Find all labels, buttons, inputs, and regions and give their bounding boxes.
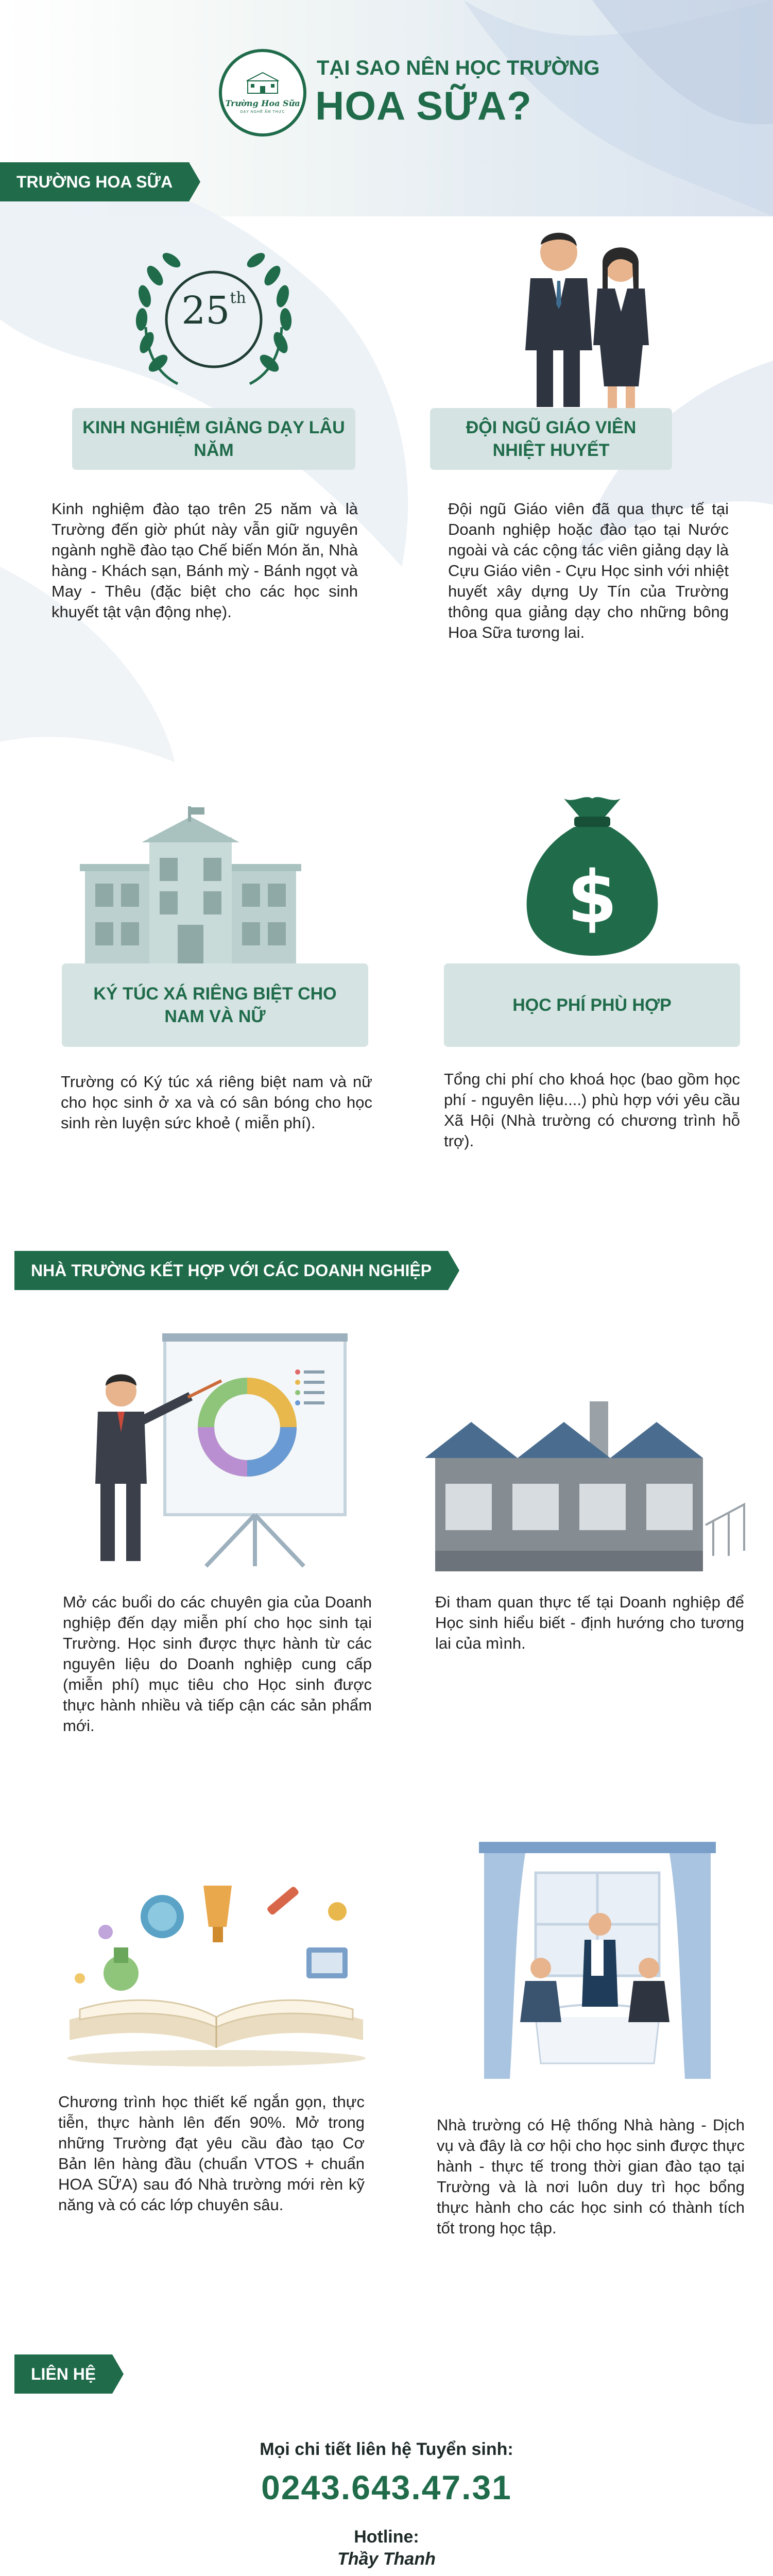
page-title-line1: TẠI SAO NÊN HỌC TRƯỜNG	[317, 57, 600, 79]
badge-suffix: th	[230, 289, 246, 307]
feature-text-dormitory: Trường có Ký túc xá riêng biệt nam và nữ cho học sinh ở xa và có sân bóng cho học sinh rèn luyện sức khoẻ ( miễn phí).	[61, 1073, 372, 1132]
feature-title-experience: KINH NGHIỆM GIẢNG DẠY LÂU NĂM	[72, 408, 355, 470]
factory-illustration-icon	[425, 1401, 754, 1571]
feature-text-tuition: Tổng chi phí cho khoá học (bao gồm học phí - nguyên liệu....) phù hợp với yêu cầu Xã Hội (Nhà trường có chương trình hỗ trợ).	[444, 1070, 740, 1150]
feature-title-teachers: ĐỘI NGŨ GIÁO VIÊN NHIỆT HUYẾT	[430, 408, 672, 470]
partner-text-experts: Mở các buổi do các chuyên gia của Doanh nghiệp đến dạy miễn phí cho học sinh tại Trường. Học sinh được thực hành từ các nguyên liệu do Doanh nghiệp cung cấp (miễn phí) mục tiêu cho Học sinh được thực hành nhiều và tiếp cận các sản phẩm mới.	[63, 1593, 372, 1735]
section-tag-lien-he: LIÊN HỆ	[14, 2354, 112, 2394]
partner-text-curriculum: Chương trình học thiết kế ngắn gọn, thực tiễn, thực hành lên đến 90%. Mở trong những Trường đạt yêu cầu đào tạo Cơ Bản lên hàng đầu (chuẩn VTOS + chuẩn HOA SỮA) sau đó Nhà trường mới rèn kỹ năng và có các lớp chuyên sâu.	[58, 2093, 365, 2214]
feature-title-dormitory: KÝ TÚC XÁ RIÊNG BIỆT CHO NAM VÀ NỮ	[62, 963, 368, 1047]
restaurant-illustration-icon	[479, 1842, 716, 2079]
teachers-illustration-icon	[510, 216, 664, 412]
partner-text-field-trip: Đi tham quan thực tế tại Doanh nghiệp để Học sinh hiểu biết - định hướng cho tương lai của mình.	[435, 1593, 744, 1652]
presentation-illustration-icon	[77, 1329, 355, 1571]
section-tag-doanh-nghiep: NHÀ TRƯỜNG KẾT HỢP VỚI CÁC DOANH NGHIỆP	[14, 1251, 448, 1290]
section-tag-truong-hoa-sua: TRƯỜNG HOA SỮA	[0, 162, 189, 201]
school-building-icon	[245, 72, 281, 95]
logo-subtitle: DẠY NGHỀ ẨM THỰC	[240, 110, 285, 114]
partner-text-restaurant: Nhà trường có Hệ thống Nhà hàng - Dịch vụ và đây là cơ hội cho học sinh được thực hành - thực tế trong thời gian đào tạo tại Trường và là nơi luôn duy trì học bổng thực hành cho các học sinh có thành tích tốt trong học tập.	[437, 2116, 745, 2237]
logo-name: Trường Hoa Sữa	[225, 98, 300, 108]
page-title-line2: HOA SỮA?	[315, 83, 532, 128]
contact-person-1: Thầy Thanh	[337, 2549, 436, 2569]
feature-title-tuition: HỌC PHÍ PHÙ HỢP	[444, 963, 740, 1047]
money-bag-icon	[523, 788, 662, 958]
hotline-label: Hotline:	[354, 2527, 419, 2547]
contact-phone-main[interactable]: 0243.643.47.31	[261, 2468, 512, 2506]
book-education-illustration-icon	[49, 1855, 384, 2071]
feature-text-teachers: Đội ngũ Giáo viên đã qua thực tế tại Doanh nghiệp hoặc đào tạo tại Nước ngoài và các cộng tác viên giảng dạy là Cựu Giáo viên - Cựu Học sinh với nhiệt huyết xây dựng Uy Tín của Trường thông qua giảng dạy cho những bông Hoa Sữa tương lai.	[448, 500, 729, 641]
contact-lead: Mọi chi tiết liên hệ Tuyển sinh:	[260, 2439, 513, 2459]
svg-text:$: $	[567, 856, 617, 940]
school-logo	[219, 49, 306, 137]
badge-number: 25	[181, 289, 230, 333]
anniversary-badge	[178, 289, 250, 333]
dormitory-building-icon	[80, 806, 301, 966]
feature-text-experience: Kinh nghiệm đào tạo trên 25 năm và là Trường đến giờ phút này vẫn giữ nguyên ngành nghề đào tạo Chế biến Món ăn, Nhà hàng - Khách sạn, Bánh mỳ - Bánh ngọt và May - Thêu (đặc biệt cho các học sinh khuyết tật vận động nhẹ).	[51, 500, 358, 621]
